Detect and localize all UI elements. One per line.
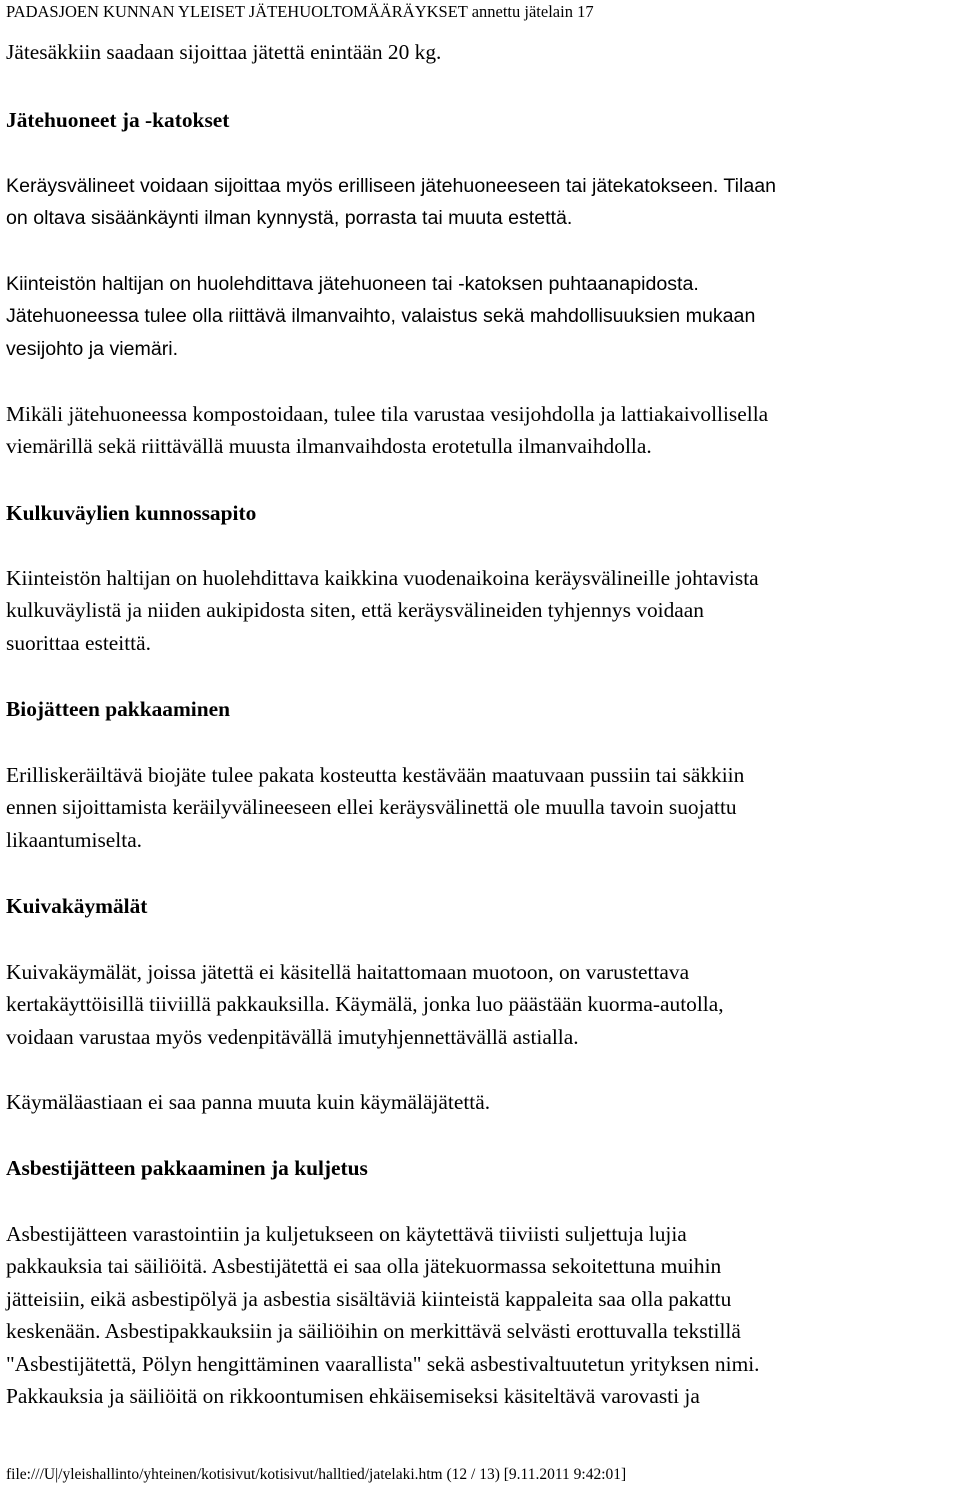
text-line: Mikäli jätehuoneessa kompostoidaan, tulee tila varustaa vesijohdolla ja lattiakaivollisella	[6, 402, 769, 426]
text-line: Kiinteistön haltijan on huolehdittava jätehuoneen tai -katoksen puhtaanapidosta.	[6, 273, 699, 295]
text-line: Kuivakäymälät, joissa jätettä ei käsitellä haitattomaan muotoon, on varustettava	[6, 960, 690, 984]
paragraph-waste-rooms-composting	[6, 398, 956, 463]
text-line: likaantumiselta.	[6, 827, 143, 852]
text-line: viemärillä sekä riittävällä muusta ilmanvaihdosta erotetulla ilmanvaihdolla.	[6, 434, 652, 459]
text-line: keskenään. Asbestipakkauksiin ja säiliöihin on merkittävä selvästi erottuvalla tekstillä	[6, 1319, 741, 1344]
text-line: ennen sijoittamista keräilyvälineeseen ellei keräysvälinettä ole muulla tavoin suojattu	[6, 795, 737, 820]
text-line: Käymäläastiaan ei saa panna muuta kuin käymäläjätettä.	[6, 1090, 491, 1114]
text-line: kertakäyttöisillä tiiviillä pakkauksilla. Käymälä, jonka luo päästään kuorma-autolla,	[6, 992, 724, 1017]
text-line: voidaan varustaa myös vedenpitävällä imutyhjennettävällä astialla.	[6, 1024, 579, 1049]
text-line: "Asbestijätettä, Pölyn hengittäminen vaarallista" sekä asbestivaltuutetun yrityksen nimi.	[6, 1351, 760, 1376]
text-line: jätteisiin, eikä asbestipölyä ja asbestia sisältäviä kiinteistä kappaleita saa olla pakattu	[6, 1286, 732, 1311]
page-footer-url: file:///U|/yleishallinto/yhteinen/kotisivut/kotisivut/halltied/jatelaki.htm (12 / 13) [9.11.2011 9:42:01]	[6, 1466, 627, 1483]
text-line: Keräysvälineet voidaan sijoittaa myös erilliseen jätehuoneeseen tai jätekatokseen. Tilaan	[6, 175, 777, 197]
text-line: pakkauksia tai säiliöitä. Asbestijätettä ei saa olla jätekuormassa sekoitettuna muihin	[6, 1254, 722, 1279]
paragraph-biowaste-packaging	[6, 759, 956, 856]
paragraph-sack-weight	[6, 36, 956, 68]
text-line: Jätehuoneessa tulee olla riittävä ilmanvaihto, valaistus sekä mahdollisuuksien mukaan	[6, 305, 756, 328]
paragraph-waste-rooms-cleaning	[6, 268, 956, 365]
text-line: Pakkauksia ja säiliöitä on rikkoontumisen ehkäisemiseksi käsiteltävä varovasti ja	[6, 1384, 700, 1409]
text-line: kulkuväylistä ja niiden aukipidosta siten, että keräysvälineiden tyhjennys voidaan	[6, 598, 704, 623]
heading-asbestos-packaging: Asbestijätteen pakkaaminen ja kuljetus	[6, 1156, 368, 1180]
page-header: PADASJOEN KUNNAN YLEISET JÄTEHUOLTOMÄÄRÄYKSET annettu jätelain 17	[6, 2, 594, 21]
paragraph-waste-rooms-access	[6, 170, 956, 235]
text-line: Jätesäkkiin saadaan sijoittaa jätettä enintään 20 kg.	[6, 40, 442, 64]
text-line: Erilliskeräiltävä biojäte tulee pakata kosteutta kestävään maatuvaan pussiin tai säkkiin	[6, 763, 745, 787]
paragraph-walkway-maintenance	[6, 562, 956, 659]
text-line: on oltava sisäänkäynti ilman kynnystä, porrasta tai muuta estettä.	[6, 207, 573, 230]
text-line: Asbestijätteen varastointiin ja kuljetukseen on käytettävä tiiviisti suljettuja lujia	[6, 1222, 687, 1246]
text-line: suorittaa esteittä.	[6, 630, 151, 655]
paragraph-dry-toilets	[6, 956, 956, 1053]
heading-walkway-maintenance: Kulkuväylien kunnossapito	[6, 501, 257, 525]
text-line: Kiinteistön haltijan on huolehdittava kaikkina vuodenaikoina keräysvälineille johtavista	[6, 566, 759, 590]
paragraph-toilet-container	[6, 1086, 956, 1118]
heading-dry-toilets: Kuivakäymälät	[6, 894, 148, 918]
heading-biowaste-packaging: Biojätteen pakkaaminen	[6, 697, 231, 721]
heading-waste-rooms: Jätehuoneet ja -katokset	[6, 108, 230, 132]
text-line: vesijohto ja viemäri.	[6, 337, 179, 360]
paragraph-asbestos-packaging	[6, 1218, 956, 1412]
